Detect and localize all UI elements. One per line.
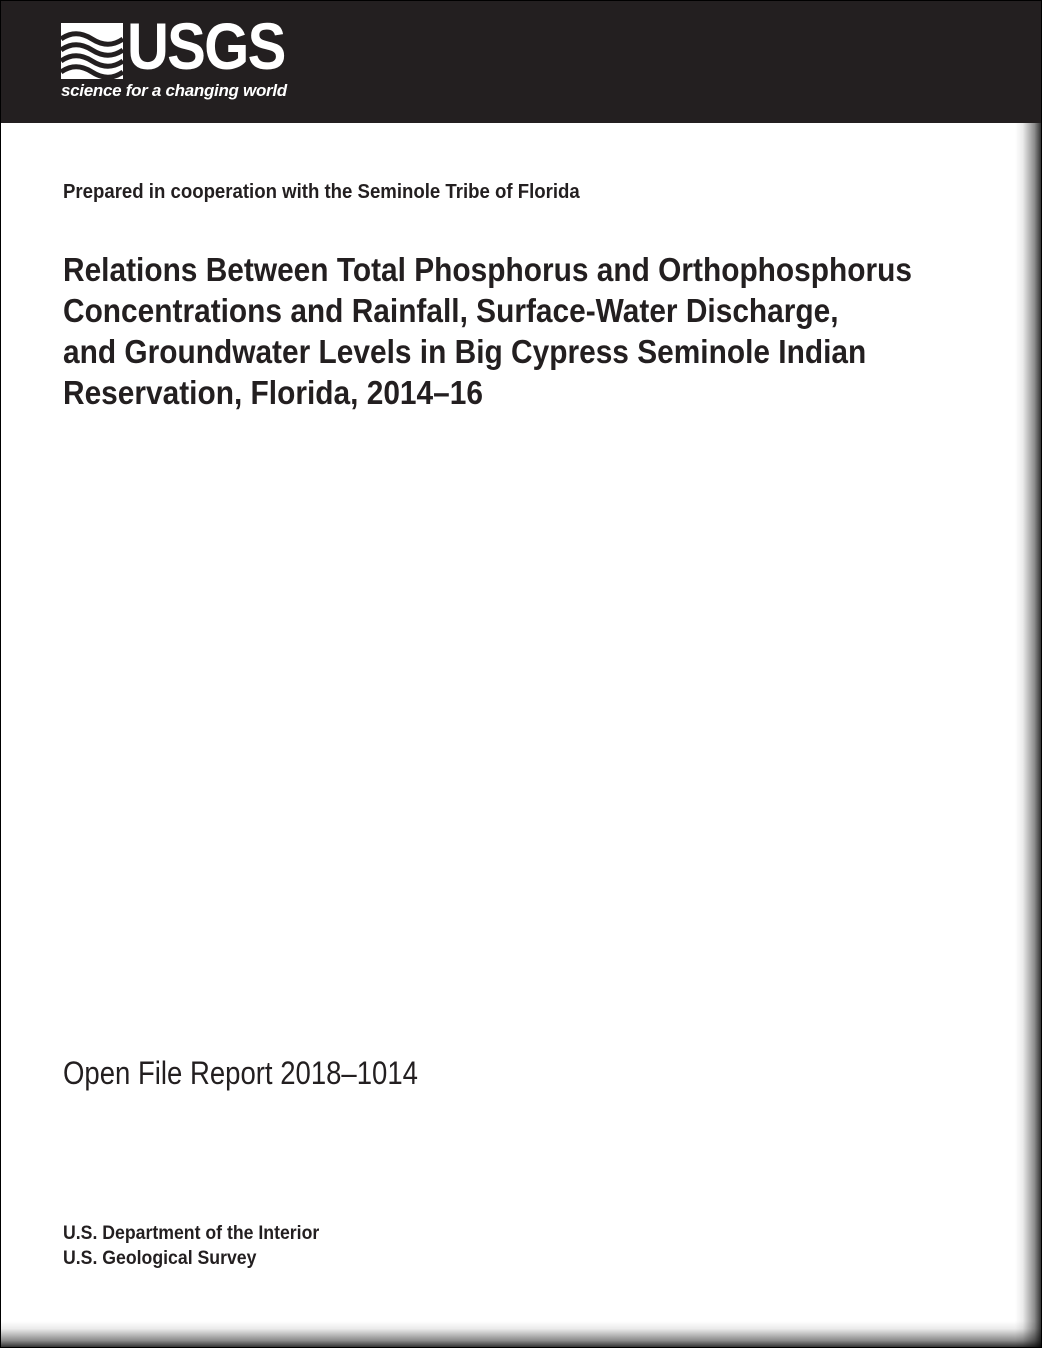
logo-wordmark: USGS xyxy=(127,9,285,83)
cooperation-statement: Prepared in cooperation with the Seminole Tribe of Florida xyxy=(63,181,580,203)
department-name: U.S. Department of the Interior xyxy=(63,1223,320,1244)
usgs-wave-icon xyxy=(61,23,123,79)
usgs-logo[interactable] xyxy=(61,9,291,105)
agency-block xyxy=(63,1221,319,1271)
title-line: and Groundwater Levels in Big Cypress Seminole Indian xyxy=(63,333,867,370)
page-shadow-bottom xyxy=(1,1321,1041,1347)
title-line: Reservation, Florida, 2014–16 xyxy=(63,374,483,411)
survey-name: U.S. Geological Survey xyxy=(63,1248,257,1269)
report-number: Open File Report 2018–1014 xyxy=(63,1055,418,1091)
title-line: Relations Between Total Phosphorus and Orthophosphorus xyxy=(63,251,912,288)
title-line: Concentrations and Rainfall, Surface-Water Discharge, xyxy=(63,292,839,329)
header-band xyxy=(1,1,1041,123)
logo-tagline: science for a changing world xyxy=(61,81,287,100)
report-title xyxy=(63,249,968,413)
page-shadow-right xyxy=(1015,123,1041,1347)
